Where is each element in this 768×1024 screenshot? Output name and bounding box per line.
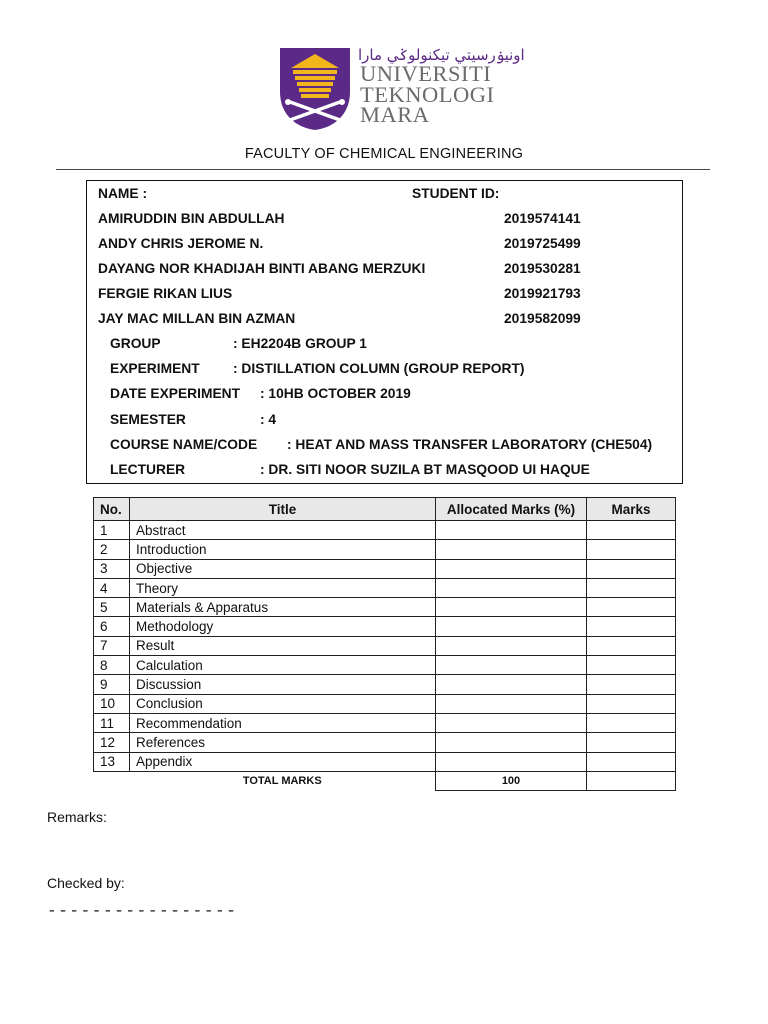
arabic-university-name: اونيۏرسيتي تيكنولوݢي مارا: [358, 46, 525, 64]
table-row: [94, 694, 676, 713]
row-title: Theory: [130, 578, 436, 597]
allocated-marks-cell: [436, 521, 587, 540]
row-title: References: [130, 733, 436, 752]
remarks-label: Remarks:: [47, 809, 107, 825]
student-id: 2019582099: [504, 311, 581, 326]
name-label: NAME :: [98, 186, 148, 201]
table-row: [94, 713, 676, 732]
row-number: 11: [94, 713, 130, 732]
experiment-label: EXPERIMENT: [110, 361, 200, 376]
date-value: : 10HB OCTOBER 2019: [260, 386, 411, 401]
student-id: 2019921793: [504, 286, 581, 301]
header-no: No.: [94, 498, 130, 521]
row-title: Objective: [130, 559, 436, 578]
marks-cell: [587, 733, 676, 752]
header-marks: Marks: [587, 498, 676, 521]
table-row: [94, 656, 676, 675]
row-title: Discussion: [130, 675, 436, 694]
marks-cell: [587, 694, 676, 713]
student-id: 2019574141: [504, 211, 581, 226]
marks-cell: [587, 656, 676, 675]
header-allocated-marks: Allocated Marks (%): [436, 498, 587, 521]
row-title: Abstract: [130, 521, 436, 540]
experiment-value: : DISTILLATION COLUMN (GROUP REPORT): [233, 361, 525, 376]
checked-by-label: Checked by:: [47, 875, 125, 891]
university-name-line3: MARA: [360, 102, 430, 127]
table-row: [94, 598, 676, 617]
row-title: Introduction: [130, 540, 436, 559]
allocated-marks-cell: [436, 540, 587, 559]
course-label: COURSE NAME/CODE: [110, 437, 258, 452]
signature-line: -----------------: [47, 902, 238, 920]
university-logo: [276, 44, 525, 134]
student-name: ANDY CHRIS JEROME N.: [98, 236, 264, 251]
allocated-marks-cell: [436, 559, 587, 578]
table-row: [94, 733, 676, 752]
allocated-marks-cell: [436, 617, 587, 636]
row-title: Result: [130, 636, 436, 655]
lecturer-label: LECTURER: [110, 462, 186, 477]
faculty-title: FACULTY OF CHEMICAL ENGINEERING: [244, 146, 524, 162]
marks-cell: [587, 559, 676, 578]
marks-cell: [587, 521, 676, 540]
total-marks-label: TOTAL MARKS: [242, 774, 322, 787]
row-number: 12: [94, 733, 130, 752]
table-row: [94, 540, 676, 559]
table-row: [94, 559, 676, 578]
table-row: [94, 521, 676, 540]
allocated-marks-cell: [436, 733, 587, 752]
group-value: : EH2204B GROUP 1: [233, 336, 367, 351]
header-title: Title: [130, 498, 436, 521]
total-row: [94, 771, 676, 790]
table-header-row: [94, 498, 676, 521]
row-title: Recommendation: [130, 713, 436, 732]
header-divider: [56, 169, 710, 170]
row-title: Appendix: [130, 752, 436, 771]
marks-cell: [587, 636, 676, 655]
university-name-line1: UNIVERSITI: [360, 61, 492, 86]
date-label: DATE EXPERIMENT: [110, 386, 241, 401]
allocated-marks-cell: [436, 675, 587, 694]
group-label: GROUP: [110, 336, 161, 351]
uitm-crest-icon: [276, 44, 356, 132]
marks-cell: [587, 617, 676, 636]
marks-cell: [587, 675, 676, 694]
table-row: [94, 617, 676, 636]
allocated-marks-cell: [436, 656, 587, 675]
allocated-marks-cell: [436, 713, 587, 732]
table-row: [94, 636, 676, 655]
row-number: 4: [94, 578, 130, 597]
row-number: 10: [94, 694, 130, 713]
row-number: 9: [94, 675, 130, 694]
allocated-marks-cell: [436, 694, 587, 713]
university-name-line2: TEKNOLOGI: [360, 81, 495, 107]
row-number: 8: [94, 656, 130, 675]
row-number: 6: [94, 617, 130, 636]
student-name: DAYANG NOR KHADIJAH BINTI ABANG MERZUKI: [98, 261, 426, 276]
marks-table: [93, 497, 676, 791]
marks-cell: [587, 578, 676, 597]
table-row: [94, 578, 676, 597]
university-name: [360, 61, 495, 127]
row-title: Calculation: [130, 656, 436, 675]
allocated-marks-cell: [436, 598, 587, 617]
row-number: 1: [94, 521, 130, 540]
student-info-box: [86, 180, 683, 484]
semester-value: : 4: [260, 412, 277, 427]
total-marks-cell: [587, 771, 676, 790]
row-title: Materials & Apparatus: [130, 598, 436, 617]
student-name: AMIRUDDIN BIN ABDULLAH: [98, 211, 285, 226]
student-id-label: STUDENT ID:: [412, 186, 500, 201]
total-marks-value: 100: [436, 771, 587, 790]
row-number: 13: [94, 752, 130, 771]
marks-cell: [587, 752, 676, 771]
table-row: [94, 752, 676, 771]
student-name: JAY MAC MILLAN BIN AZMAN: [98, 311, 296, 326]
row-number: 7: [94, 636, 130, 655]
table-row: [94, 675, 676, 694]
student-id: 2019530281: [504, 261, 581, 276]
student-name: FERGIE RIKAN LIUS: [98, 286, 233, 301]
row-number: 2: [94, 540, 130, 559]
marks-cell: [587, 713, 676, 732]
course-value: : HEAT AND MASS TRANSFER LABORATORY (CHE504): [287, 437, 653, 452]
student-id: 2019725499: [504, 236, 581, 251]
allocated-marks-cell: [436, 578, 587, 597]
row-title: Methodology: [130, 617, 436, 636]
semester-label: SEMESTER: [110, 412, 186, 427]
marks-cell: [587, 540, 676, 559]
allocated-marks-cell: [436, 636, 587, 655]
lecturer-value: : DR. SITI NOOR SUZILA BT MASQOOD UI HAQUE: [260, 462, 590, 477]
marks-cell: [587, 598, 676, 617]
allocated-marks-cell: [436, 752, 587, 771]
row-number: 3: [94, 559, 130, 578]
row-number: 5: [94, 598, 130, 617]
row-title: Conclusion: [130, 694, 436, 713]
